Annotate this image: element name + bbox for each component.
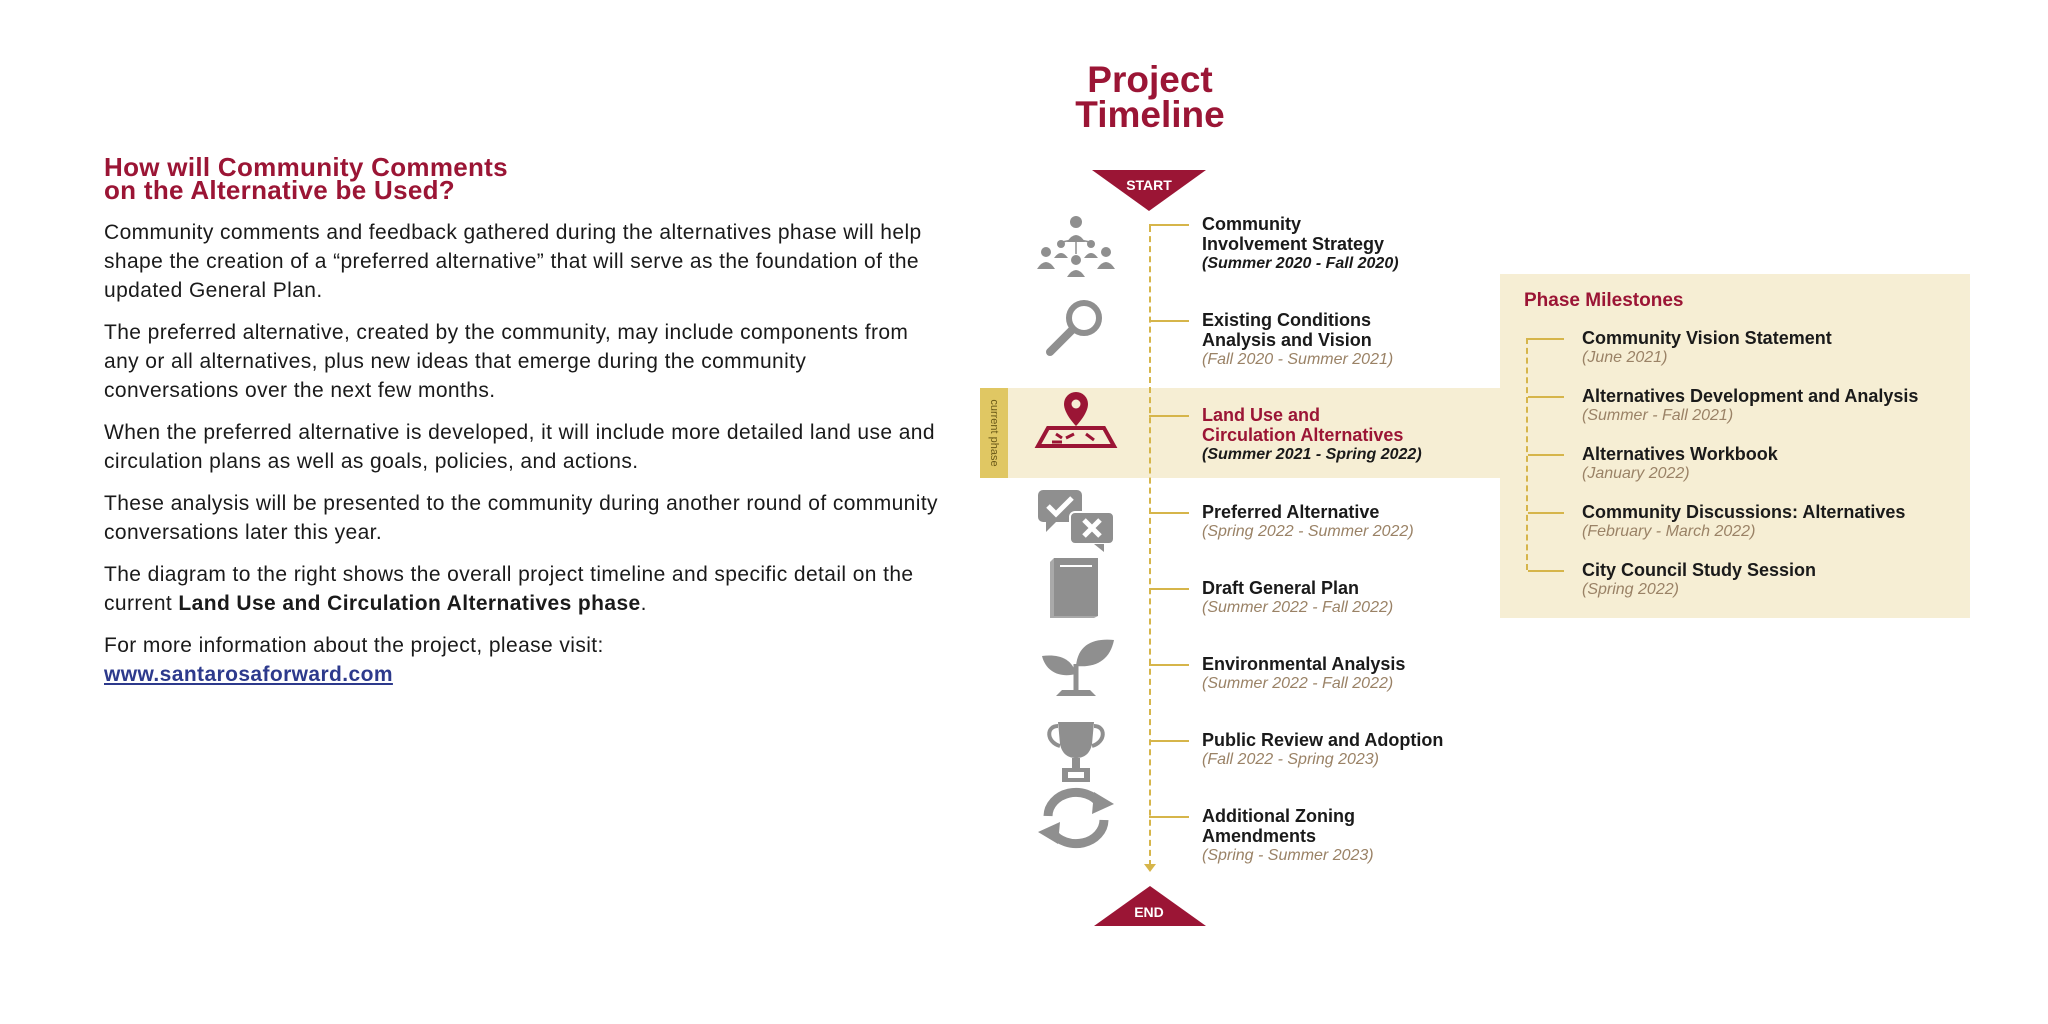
milestone-name: Community Vision Statement [1582, 328, 1832, 348]
timeline-title [1030, 59, 1270, 135]
paragraph-5 [104, 560, 944, 618]
phase-name-line-2: Analysis and Vision [1202, 330, 1372, 350]
info-column [104, 152, 944, 702]
spine-arrow-icon [1144, 864, 1156, 872]
current-phase-tab-label: current phase [988, 399, 1000, 467]
paragraph-1: Community comments and feedback gathered during the alternatives phase will help shape the creation of a “preferred alternative” that will serve as the foundation of the updated General Plan. [104, 221, 922, 302]
phase-name: Draft General Plan [1202, 578, 1360, 598]
phase-name: Existing Conditions [1202, 310, 1371, 330]
timeline-title-line-1: Project [1087, 59, 1213, 100]
milestones-title: Phase Milestones [1524, 290, 1684, 311]
phase-name: Community [1202, 214, 1301, 234]
milestone-date: (Spring 2022) [1582, 581, 1679, 598]
timeline-spine [1149, 226, 1151, 866]
magnifier-icon [1034, 296, 1118, 360]
milestone-item [1582, 328, 1962, 368]
paragraph-5-text: The diagram to the right shows the overall project timeline and specific detail on the current [104, 563, 914, 615]
phase-date: (Fall 2022 - Spring 2023) [1202, 751, 1379, 768]
map-pin-icon [1034, 390, 1118, 454]
milestone-item [1582, 502, 1962, 542]
phase-date: (Spring 2022 - Summer 2022) [1202, 523, 1414, 540]
phase-date: (Summer 2020 - Fall 2020) [1202, 255, 1399, 272]
sprout-icon [1034, 634, 1118, 698]
start-marker [1092, 170, 1206, 211]
phase-community-involvement [1202, 214, 1502, 274]
milestone-date: (Summer - Fall 2021) [1582, 407, 1734, 424]
milestone-date: (June 2021) [1582, 349, 1668, 366]
milestone-name: Alternatives Workbook [1582, 444, 1778, 464]
phase-date: (Spring - Summer 2023) [1202, 847, 1374, 864]
paragraph-3: When the preferred alternative is developed, it will include more detailed land use and circulation plans as well as goals, policies, and actions. [104, 421, 935, 473]
milestone-item [1582, 560, 1962, 600]
milestone-date: (January 2022) [1582, 465, 1690, 482]
heading-line-1: How will Community Comments [104, 152, 508, 182]
current-phase-emphasis: Land Use and Circulation Alternatives phase [178, 592, 641, 615]
phase-name-line-2: Amendments [1202, 826, 1317, 846]
phase-public-review [1202, 730, 1502, 770]
refresh-arrows-icon [1034, 786, 1118, 850]
phase-name: Preferred Alternative [1202, 502, 1380, 522]
phase-name-line-2: Circulation Alternatives [1202, 425, 1404, 445]
phase-name-line-2: Involvement Strategy [1202, 234, 1385, 254]
phase-preferred-alternative [1202, 502, 1502, 542]
current-phase-tab [980, 388, 1008, 478]
milestone-item [1582, 444, 1962, 484]
phase-name: Environmental Analysis [1202, 654, 1406, 674]
phase-date: (Fall 2020 - Summer 2021) [1202, 351, 1394, 368]
phase-date: (Summer 2021 - Spring 2022) [1202, 446, 1422, 463]
paragraph-6 [104, 631, 944, 689]
milestone-name: City Council Study Session [1582, 560, 1817, 580]
phase-land-use-circulation [1202, 405, 1502, 465]
check-x-bubbles-icon [1034, 488, 1118, 552]
heading-line-2: on the Alternative be Used? [104, 175, 455, 205]
timeline-title-line-2: Timeline [1075, 94, 1225, 135]
end-label: END [1134, 904, 1164, 920]
paragraph-2: The preferred alternative, created by the community, may include components from any or all alternatives, plus new ideas that emerge during the community conversations over the next few months. [104, 321, 909, 402]
paragraph-5-end: . [640, 592, 647, 615]
milestone-item [1582, 386, 1962, 426]
phase-name: Additional Zoning [1202, 806, 1355, 826]
phase-date: (Summer 2022 - Fall 2022) [1202, 675, 1394, 692]
end-marker [1094, 886, 1206, 926]
phase-draft-general-plan [1202, 578, 1502, 618]
phase-existing-conditions [1202, 310, 1502, 370]
phase-name: Public Review and Adoption [1202, 730, 1444, 750]
start-label: START [1126, 177, 1172, 193]
milestone-date: (February - March 2022) [1582, 523, 1756, 540]
phase-name: Land Use and [1202, 405, 1321, 425]
people-network-icon [1034, 214, 1118, 278]
milestone-name: Alternatives Development and Analysis [1582, 386, 1919, 406]
milestone-name: Community Discussions: Alternatives [1582, 502, 1906, 522]
phase-zoning-amendments [1202, 806, 1502, 866]
trophy-icon [1034, 720, 1118, 784]
book-icon [1034, 556, 1118, 620]
more-info-text: For more information about the project, please visit: [104, 634, 604, 657]
phase-date: (Summer 2022 - Fall 2022) [1202, 599, 1394, 616]
project-website-link[interactable]: www.santarosaforward.com [104, 663, 393, 686]
paragraph-4: These analysis will be presented to the community during another round of community conversations later this year. [104, 492, 938, 544]
phase-environmental-analysis [1202, 654, 1502, 694]
section-heading [104, 152, 944, 205]
